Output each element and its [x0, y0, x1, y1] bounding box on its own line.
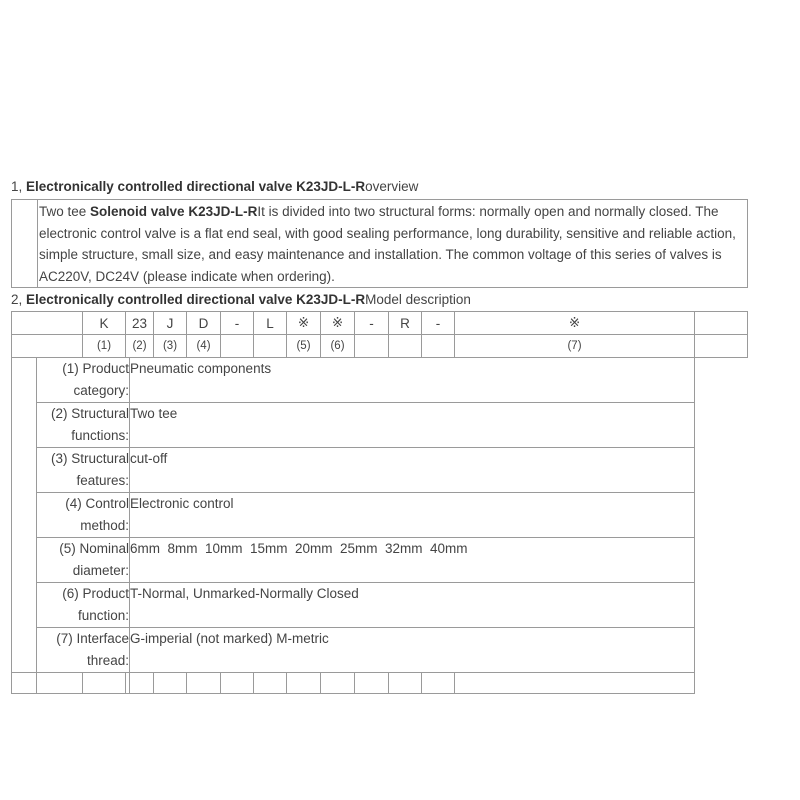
model-code-cell: ※ — [321, 312, 355, 335]
model-code-cell — [695, 312, 748, 335]
overview-part2: It is divided into two structural forms: normally open and normally closed. The electronic control valve is a flat end seal, with good sealing performance, long durability, sensitive and reliable action, simple structure, small size, and easy maintenance and installation. The common voltage of this series of valves is AC220V, DC24V (please indicate when ordering). — [39, 204, 736, 284]
description-label — [37, 583, 130, 628]
empty-cell — [221, 673, 254, 694]
description-row-product-category — [12, 358, 748, 403]
model-code-cell: ※ — [287, 312, 321, 335]
label-line: diameter: — [72, 563, 129, 578]
overview-bold: Solenoid valve K23JD-L-R — [90, 204, 258, 219]
description-row-product-function — [12, 583, 748, 628]
model-number-cell — [221, 335, 254, 358]
description-row-structural-functions — [12, 403, 748, 448]
model-number-cell — [422, 335, 455, 358]
section-1-heading — [11, 178, 418, 196]
section-2-title-bold: Electronically controlled directional valve K23JD-L-R — [26, 292, 366, 307]
label-line: (1) Product — [62, 361, 129, 376]
model-number-cell: (4) — [187, 335, 221, 358]
description-value: Two tee — [130, 403, 695, 448]
description-label — [37, 628, 130, 673]
model-code-cell: R — [389, 312, 422, 335]
label-line: (5) Nominal — [59, 541, 129, 556]
model-number-cell — [695, 335, 748, 358]
model-number-cell: (3) — [154, 335, 187, 358]
empty-cell — [254, 673, 287, 694]
empty-cell — [389, 673, 422, 694]
description-label — [37, 448, 130, 493]
description-value: cut-off — [130, 448, 695, 493]
section-2-heading — [11, 291, 471, 309]
description-value: 6mm 8mm 10mm 15mm 20mm 25mm 32mm 40mm — [130, 538, 695, 583]
label-line: (4) Control method: — [65, 496, 129, 533]
empty-cell — [130, 673, 154, 694]
model-number-cell — [254, 335, 287, 358]
overview-part1: Two tee — [39, 204, 91, 219]
description-row-control-method — [12, 493, 748, 538]
label-line: category: — [73, 383, 129, 398]
model-table-body — [12, 312, 748, 694]
description-label — [37, 403, 130, 448]
empty-cell — [321, 673, 355, 694]
model-number-cell — [12, 335, 83, 358]
model-number-cell: (5) — [287, 335, 321, 358]
empty-cell — [455, 673, 695, 694]
empty-cell — [187, 673, 221, 694]
model-number-cell: (7) — [455, 335, 695, 358]
model-number-cell — [355, 335, 389, 358]
model-code-cell: K — [83, 312, 126, 335]
model-code-cell: ※ — [455, 312, 695, 335]
label-line: (2) Structural — [50, 406, 129, 421]
description-value: Electronic control — [130, 493, 695, 538]
model-code-cell: - — [221, 312, 254, 335]
label-line: (3) Structural — [50, 451, 129, 466]
section-2-prefix: 2, — [11, 292, 27, 307]
model-number-cell: (1) — [83, 335, 126, 358]
description-label — [37, 538, 130, 583]
model-number-row — [12, 335, 748, 358]
model-code-cell — [12, 312, 83, 335]
model-code-cell: - — [422, 312, 455, 335]
label-line: (6) Product function: — [62, 586, 129, 623]
label-line: functions: — [71, 428, 129, 443]
section-2-suffix: Model description — [365, 292, 471, 307]
empty-cell — [12, 673, 37, 694]
overview-text — [37, 200, 747, 287]
description-value: Pneumatic components — [130, 358, 695, 403]
description-label — [37, 493, 130, 538]
description-value: G-imperial (not marked) M-metric — [130, 628, 695, 673]
model-code-cell: 23 — [126, 312, 154, 335]
description-row-nominal-diameter — [12, 538, 748, 583]
model-code-cell: J — [154, 312, 187, 335]
section-1-title-bold: Electronically controlled directional valve K23JD-L-R — [26, 179, 366, 194]
empty-cell — [287, 673, 321, 694]
empty-cell — [83, 673, 126, 694]
model-number-cell — [389, 335, 422, 358]
description-indent-cell — [12, 358, 37, 673]
model-code-cell: - — [355, 312, 389, 335]
model-number-cell: (6) — [321, 335, 355, 358]
label-line: (7) Interface thread: — [56, 631, 129, 668]
overview-box — [11, 199, 748, 288]
empty-cell — [355, 673, 389, 694]
description-row-structural-features — [12, 448, 748, 493]
model-description-table — [11, 311, 748, 694]
empty-cell — [37, 673, 83, 694]
model-number-cell: (2) — [126, 335, 154, 358]
empty-cell — [422, 673, 455, 694]
description-row-interface-thread — [12, 628, 748, 673]
model-code-cell: D — [187, 312, 221, 335]
description-label — [37, 358, 130, 403]
description-value: T-Normal, Unmarked-Normally Closed — [130, 583, 695, 628]
empty-cell — [154, 673, 187, 694]
section-1-prefix: 1, — [11, 179, 27, 194]
label-line: features: — [76, 473, 129, 488]
model-code-row — [12, 312, 748, 335]
empty-row — [12, 673, 748, 694]
model-code-cell: L — [254, 312, 287, 335]
section-1-suffix: overview — [365, 179, 419, 194]
